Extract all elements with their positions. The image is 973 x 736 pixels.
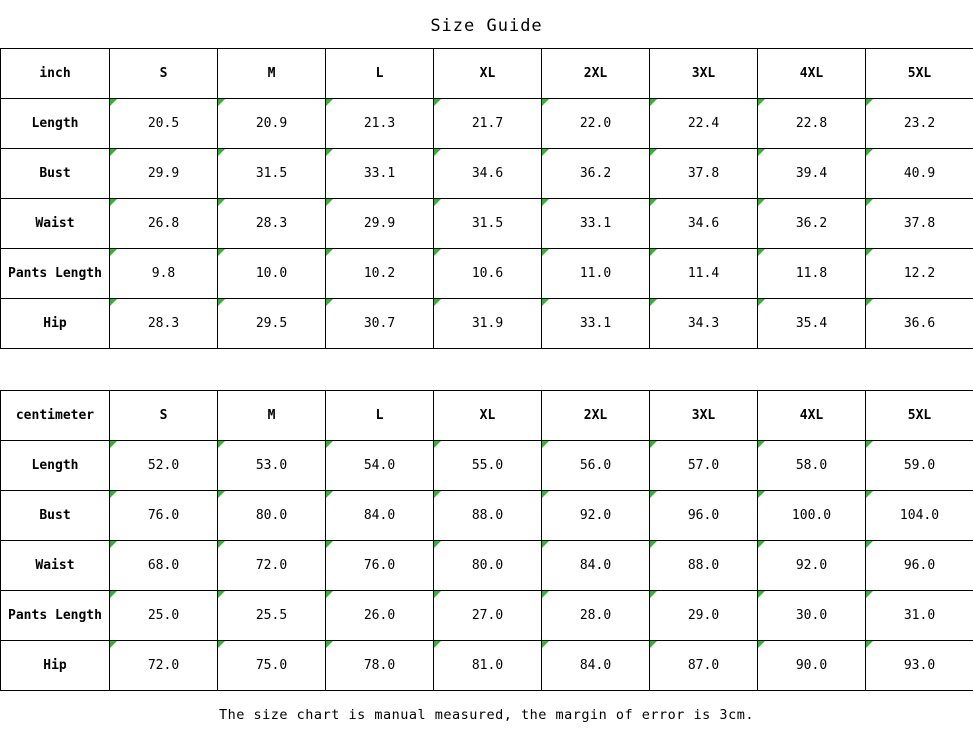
- table-row: [1, 441, 973, 491]
- cell-value: 96.0: [650, 491, 758, 541]
- cell-value: 54.0: [326, 441, 434, 491]
- cell-value: 31.0: [866, 591, 973, 641]
- cell-value: 96.0: [866, 541, 973, 591]
- cell-value: 81.0: [434, 641, 542, 691]
- cell-value: 11.8: [758, 249, 866, 299]
- cell-value: 68.0: [110, 541, 218, 591]
- table-header-row: [1, 391, 973, 441]
- cell-value: 10.2: [326, 249, 434, 299]
- table-row: [1, 641, 973, 691]
- cell-value: 28.3: [110, 299, 218, 349]
- cell-value: 37.8: [866, 199, 973, 249]
- size-header-l: L: [326, 391, 434, 441]
- size-header-m: M: [218, 49, 326, 99]
- cell-value: 58.0: [758, 441, 866, 491]
- cell-value: 10.6: [434, 249, 542, 299]
- table-row: [1, 249, 973, 299]
- cell-value: 12.2: [866, 249, 973, 299]
- unit-label-inch: inch: [1, 49, 110, 99]
- cell-value: 31.9: [434, 299, 542, 349]
- size-header-5xl: 5XL: [866, 391, 973, 441]
- table-separator: [0, 349, 973, 390]
- size-header-5xl: 5XL: [866, 49, 973, 99]
- cell-value: 52.0: [110, 441, 218, 491]
- cell-value: 36.6: [866, 299, 973, 349]
- size-header-m: M: [218, 391, 326, 441]
- cell-value: 30.7: [326, 299, 434, 349]
- table-row: [1, 199, 973, 249]
- cell-value: 92.0: [542, 491, 650, 541]
- cell-value: 25.0: [110, 591, 218, 641]
- cell-value: 11.4: [650, 249, 758, 299]
- cell-value: 9.8: [110, 249, 218, 299]
- cell-value: 55.0: [434, 441, 542, 491]
- cell-value: 31.5: [434, 199, 542, 249]
- cell-value: 40.9: [866, 149, 973, 199]
- cell-value: 72.0: [218, 541, 326, 591]
- table-row: [1, 591, 973, 641]
- cell-value: 36.2: [758, 199, 866, 249]
- cell-value: 78.0: [326, 641, 434, 691]
- table-row: [1, 541, 973, 591]
- cell-value: 28.0: [542, 591, 650, 641]
- cell-value: 34.6: [650, 199, 758, 249]
- size-header-xl: XL: [434, 391, 542, 441]
- cell-value: 34.3: [650, 299, 758, 349]
- cell-value: 11.0: [542, 249, 650, 299]
- cell-value: 28.3: [218, 199, 326, 249]
- size-table-centimeter: [0, 390, 973, 691]
- cell-value: 104.0: [866, 491, 973, 541]
- cell-value: 20.5: [110, 99, 218, 149]
- cell-value: 80.0: [218, 491, 326, 541]
- cell-value: 22.8: [758, 99, 866, 149]
- cell-value: 20.9: [218, 99, 326, 149]
- cell-value: 75.0: [218, 641, 326, 691]
- cell-value: 39.4: [758, 149, 866, 199]
- size-header-3xl: 3XL: [650, 391, 758, 441]
- size-header-4xl: 4XL: [758, 391, 866, 441]
- cell-value: 22.0: [542, 99, 650, 149]
- size-header-l: L: [326, 49, 434, 99]
- unit-label-centimeter: centimeter: [1, 391, 110, 441]
- cell-value: 25.5: [218, 591, 326, 641]
- row-label: Hip: [1, 299, 110, 349]
- cell-value: 26.8: [110, 199, 218, 249]
- row-label: Waist: [1, 199, 110, 249]
- cell-value: 27.0: [434, 591, 542, 641]
- cell-value: 29.9: [110, 149, 218, 199]
- row-label: Bust: [1, 491, 110, 541]
- cell-value: 88.0: [434, 491, 542, 541]
- cell-value: 33.1: [542, 199, 650, 249]
- cell-value: 33.1: [542, 299, 650, 349]
- row-label: Length: [1, 441, 110, 491]
- cell-value: 93.0: [866, 641, 973, 691]
- cell-value: 29.9: [326, 199, 434, 249]
- cell-value: 29.0: [650, 591, 758, 641]
- size-header-3xl: 3XL: [650, 49, 758, 99]
- size-header-s: S: [110, 391, 218, 441]
- cell-value: 29.5: [218, 299, 326, 349]
- row-label: Waist: [1, 541, 110, 591]
- size-table-inch: [0, 48, 973, 349]
- size-header-2xl: 2XL: [542, 391, 650, 441]
- cell-value: 21.3: [326, 99, 434, 149]
- cell-value: 92.0: [758, 541, 866, 591]
- cell-value: 90.0: [758, 641, 866, 691]
- cell-value: 84.0: [542, 641, 650, 691]
- size-header-xl: XL: [434, 49, 542, 99]
- cell-value: 21.7: [434, 99, 542, 149]
- size-header-4xl: 4XL: [758, 49, 866, 99]
- cell-value: 22.4: [650, 99, 758, 149]
- cell-value: 88.0: [650, 541, 758, 591]
- cell-value: 36.2: [542, 149, 650, 199]
- cell-value: 57.0: [650, 441, 758, 491]
- cell-value: 80.0: [434, 541, 542, 591]
- cell-value: 30.0: [758, 591, 866, 641]
- cell-value: 87.0: [650, 641, 758, 691]
- row-label: Bust: [1, 149, 110, 199]
- table-row: [1, 299, 973, 349]
- table-row: [1, 149, 973, 199]
- cell-value: 76.0: [110, 491, 218, 541]
- cell-value: 23.2: [866, 99, 973, 149]
- table-row: [1, 99, 973, 149]
- measurement-note: The size chart is manual measured, the margin of error is 3cm.: [219, 707, 754, 723]
- cell-value: 100.0: [758, 491, 866, 541]
- cell-value: 84.0: [542, 541, 650, 591]
- cell-value: 26.0: [326, 591, 434, 641]
- cell-value: 33.1: [326, 149, 434, 199]
- cell-value: 59.0: [866, 441, 973, 491]
- cell-value: 76.0: [326, 541, 434, 591]
- cell-value: 31.5: [218, 149, 326, 199]
- size-header-s: S: [110, 49, 218, 99]
- table-header-row: [1, 49, 973, 99]
- size-header-2xl: 2XL: [542, 49, 650, 99]
- cell-value: 35.4: [758, 299, 866, 349]
- cell-value: 56.0: [542, 441, 650, 491]
- table-row: [1, 491, 973, 541]
- cell-value: 10.0: [218, 249, 326, 299]
- row-label: Pants Length: [1, 591, 110, 641]
- cell-value: 37.8: [650, 149, 758, 199]
- cell-value: 84.0: [326, 491, 434, 541]
- row-label: Length: [1, 99, 110, 149]
- cell-value: 34.6: [434, 149, 542, 199]
- cell-value: 53.0: [218, 441, 326, 491]
- page-title: Size Guide: [430, 16, 543, 36]
- row-label: Hip: [1, 641, 110, 691]
- cell-value: 72.0: [110, 641, 218, 691]
- row-label: Pants Length: [1, 249, 110, 299]
